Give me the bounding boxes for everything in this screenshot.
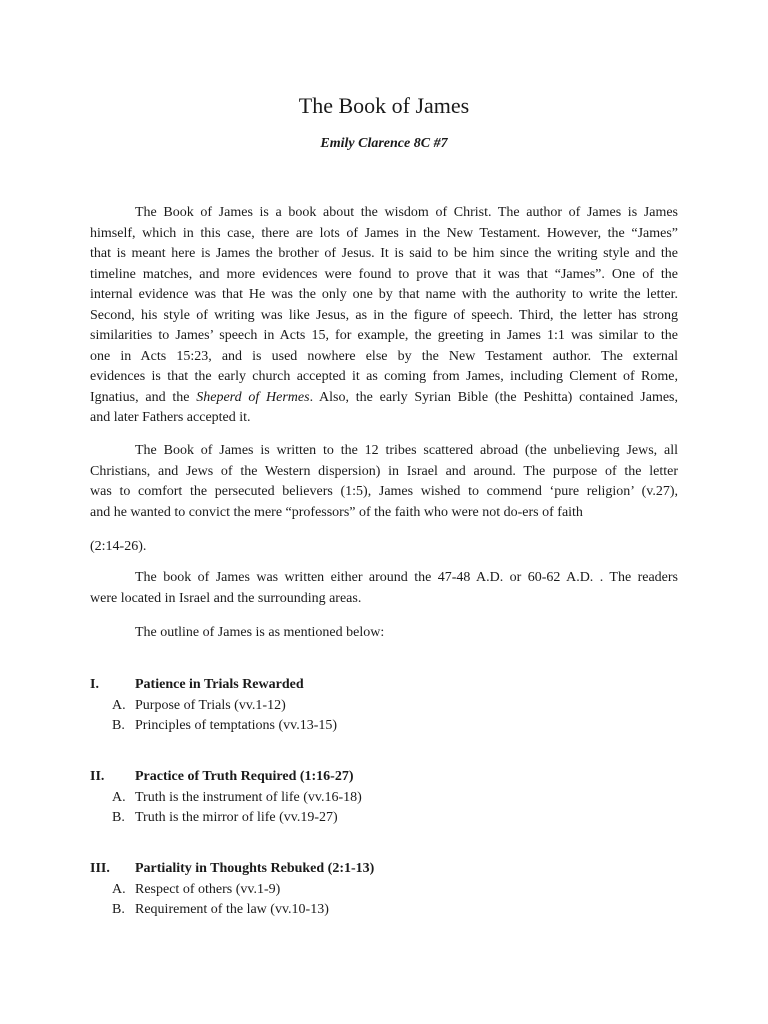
paragraph-audience [90, 441, 678, 523]
text-line: internal evidence was that He was the only one by that name with the authority to write the letter. [90, 287, 678, 302]
outline-item [90, 716, 690, 737]
text-line: The Book of James is written to the 12 tribes scattered abroad (the unbelieving Jews, all [135, 443, 678, 458]
text-line: timeline matches, and more evidences were found to prove that it was that “James”. One of the [90, 266, 678, 282]
outline-section-3 [90, 859, 690, 921]
text-line: Christians, and Jews of the Western dispersion) in Israel and around. The purpose of the letter [90, 463, 678, 479]
item-text: Purpose of Trials (vv.1-12) [135, 697, 286, 713]
outline-heading [90, 859, 690, 880]
outline-item [90, 808, 690, 829]
roman-numeral: II. [90, 769, 105, 784]
heading-text: Practice of Truth Required (1:16-27) [135, 769, 354, 784]
text-line: (2:14-26). [90, 539, 147, 554]
paragraph-reference [90, 537, 678, 558]
text-line: The book of James was written either around the 47-48 A.D. or 60-62 A.D. . The readers [135, 570, 678, 585]
italic-title: Sheperd of Hermes [196, 389, 310, 405]
outline-item [90, 880, 690, 901]
text-line: evidences is that the early church accepted it as coming from James, including Clement of Rome, [90, 369, 678, 384]
text-line: Second, his style of writing was like Jesus, as in the figure of speech. Third, the letter has strong [90, 307, 678, 323]
outline-heading [90, 675, 690, 696]
item-text: Respect of others (vv.1-9) [135, 881, 281, 897]
outline-item [90, 696, 690, 717]
text-line: one in Acts 15:23, and is used nowhere else by the New Testament author. The external [90, 348, 678, 364]
item-letter: B. [112, 718, 125, 733]
heading-text: Patience in Trials Rewarded [135, 677, 304, 692]
roman-numeral: I. [90, 677, 99, 692]
item-text: Principles of temptations (vv.13-15) [135, 718, 338, 733]
document-title: The Book of James [298, 93, 470, 118]
heading-text: Partiality in Thoughts Rebuked (2:1-13) [135, 861, 375, 876]
text-line: The Book of James is a book about the wisdom of Christ. The author of James is James [135, 205, 678, 220]
author-line: Emily Clarence 8C #7 [320, 136, 448, 151]
item-letter: A. [112, 789, 126, 805]
paragraph-date [90, 568, 678, 609]
text-line: was to comfort the persecuted believers (1:5), James wished to commend ‘pure religion’ (v.27), [90, 484, 678, 499]
item-text: Requirement of the law (vv.10-13) [135, 902, 329, 917]
text-line: that is meant here is James the brother of Jesus. It is said to be him since the writing style and the [90, 246, 678, 261]
text-line: Ignatius, and the Sheperd of Hermes. Also, the early Syrian Bible (the Peshitta) contained James, [90, 389, 678, 405]
roman-numeral: III. [90, 861, 110, 876]
outline-section-1 [90, 675, 690, 737]
item-letter: A. [112, 881, 126, 897]
outline-item [90, 788, 690, 809]
outline-section-2 [90, 767, 690, 829]
text-line: himself, which in this case, there are lots of James in the New Testament. However, the “James” [90, 225, 678, 241]
item-letter: B. [112, 902, 125, 917]
item-text: Truth is the instrument of life (vv.16-18) [135, 789, 362, 805]
text-line: similarities to James’ speech in Acts 15, for example, the greeting in James 1:1 was similar to the [90, 328, 678, 343]
paragraph-outline-intro [90, 623, 678, 644]
text-line: and later Fathers accepted it. [90, 410, 251, 425]
text-line: were located in Israel and the surrounding areas. [90, 590, 362, 606]
outline-item [90, 900, 690, 921]
text-line: The outline of James is as mentioned below: [135, 625, 385, 640]
item-letter: A. [112, 697, 126, 713]
paragraph-authorship [90, 203, 678, 429]
outline-heading [90, 767, 690, 788]
item-letter: B. [112, 810, 125, 825]
item-text: Truth is the mirror of life (vv.19-27) [135, 810, 338, 825]
text-line: and he wanted to convict the mere “professors” of the faith who were not do-ers of faith [90, 504, 583, 520]
